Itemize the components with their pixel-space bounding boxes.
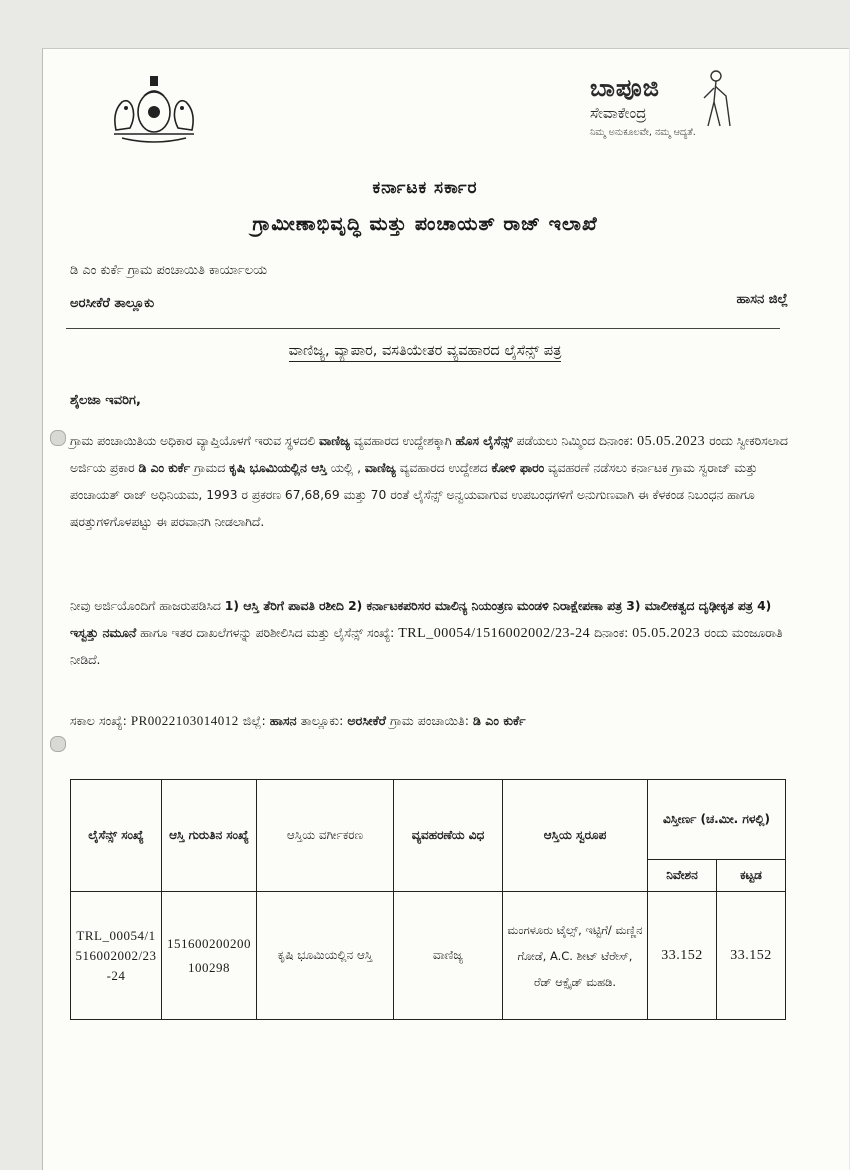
p2-text-4: ರಂದು ಮಂಜೂರಾತಿ ನೀಡಿದೆ. (70, 626, 783, 667)
sakala-taluk: ಅರಸೀಕೆರೆ (347, 713, 386, 728)
p1-text-5: ಗ್ರಾಮದ (193, 461, 226, 475)
sakala-label: ಸಕಾಲ ಸಂಖ್ಯೆ: (70, 713, 127, 728)
p1-text-8: ವ್ಯವಹರಣೆ ನಡೆಸಲು ಕರ್ನಾಟಕ ಗ್ರಾಮ ಸ್ವರಾಜ್ ಮತ್ತು ಪಂಚಾಯತ್ ರಾಜ್ ಅಧಿನಿಯಮ, 1993 ರ ಪ್ರಕರಣ 67,68,69 ಮತ್ತು 70 ರಂತೆ ಲೈಸೆನ್ಸ್ ಅನ್ವಯವಾಗುವ ಉಪಬಂಧಗಳಿಗೆ ಅನುಗುಣವಾಗಿ ಈ ಕೆಳಕಂಡ ನಿಬಂಧನ ಹಾಗೂ ಷರತ್ತುಗಳಿಗೊಳಪಟ್ಟು ಈ ಪರವಾನಗಿ ನೀಡಲಾಗಿದೆ. (70, 461, 758, 529)
cell-license-no: TRL_00054/1516002002/23-24 (71, 892, 162, 1020)
p1-bold-3: ಡಿ ಎಂ ಕುರ್ಕೆ (138, 461, 191, 475)
p1-date: 05.05.2023 (637, 434, 706, 449)
logo-tagline: ನಿಮ್ಮ ಅನುಕೂಲವೇ, ನಮ್ಮ ಆದ್ಯತೆ. (590, 127, 696, 138)
license-table (70, 779, 786, 1020)
cell-property-id: 151600200200100298 (162, 892, 257, 1020)
cell-classification: ಕೃಷಿ ಭೂಮಿಯಲ್ಲಿನ ಆಸ್ತಿ (257, 892, 394, 1020)
department-title: ಗ್ರಾಮೀಣಾಭಿವೃದ್ಧಿ ಮತ್ತು ಪಂಚಾಯತ್ ರಾಜ್ ಇಲಾಖೆ (252, 213, 598, 235)
p2-date: 05.05.2023 (632, 626, 701, 641)
header-site: ನಿವೇಶನ (648, 860, 717, 892)
p1-text-2: ವ್ಯವಹಾರದ ಉದ್ದೇಶಕ್ಕಾಗಿ (353, 434, 452, 448)
p1-bold-2: ಹೊಸ ಲೈಸೆನ್ಸ್ (455, 434, 513, 448)
salutation: ಶೈಲಜಾ ಇವರಿಗ, (70, 393, 141, 408)
sakala-district: ಹಾಸನ (269, 713, 297, 728)
header-property-id: ಆಸ್ತಿ ಗುರುತಿನ ಸಂಖ್ಯೆ (162, 780, 257, 892)
p2-text-3: ದಿನಾಂಕ: (594, 626, 629, 640)
header-classification: ಆಸ್ತಿಯ ವರ್ಗೀಕರಣ (257, 780, 394, 892)
subject-heading (0, 343, 850, 359)
karnataka-emblem-icon (108, 72, 200, 146)
taluk-name: ಅರಸೀಕೆರೆ ತಾಲ್ಲೂಕು (70, 296, 155, 311)
p1-text-6: ಯಲ್ಲಿ , (330, 461, 361, 475)
cell-site-area: 33.152 (648, 892, 717, 1020)
government-title: ಕರ್ನಾಟಕ ಸರ್ಕಾರ (372, 178, 478, 198)
sakala-taluk-label: ತಾಲ್ಲೂಕು: (300, 713, 344, 728)
p1-text-4: ರಂದು ಸ್ವೀಕರಿಸಲಾದ ಅರ್ಜಿಯ ಪ್ರಕಾರ (70, 434, 788, 475)
subject-text: ವಾಣಿಜ್ಯ, ವ್ಯಾಪಾರ, ವಸತಿಯೇತರ ವ್ಯವಹಾರದ ಲೈಸೆನ್ಸ್ ಪತ್ರ (289, 343, 562, 362)
p2-documents: 1) ಆಸ್ತಿ ತೆರಿಗೆ ಪಾವತಿ ರಶೀದಿ 2) ಕರ್ನಾಟಕಪರಿಸರ ಮಾಲಿನ್ಯ ನಿಯಂತ್ರಣ ಮಂಡಳಿ ನಿರಾಕ್ಷೇಪಣಾ ಪತ್ರ 3) ಮಾಲೀಕತ್ವದ ದೃಢೀಕೃತ ಪತ್ರ 4) ಇಸ್ವತ್ತು ನಮೂನೆ (70, 599, 772, 640)
punch-hole (50, 430, 66, 446)
logo-subtitle: ಸೇವಾಕೇಂದ್ರ (590, 104, 647, 122)
cell-property-nature: ಮಂಗಳೂರು ಟೈಲ್ಸ್, ಇಟ್ಟಿಗೆ/ ಮಣ್ಣಿನ ಗೋಡೆ, A.C. ಶೀಟ್ ಟೆರೇಸ್, ರೆಡ್ ಆಕ್ಸೈಡ್ ಮಹಡಿ. (503, 892, 648, 1020)
p1-bold-4: ಕೃಷಿ ಭೂಮಿಯಲ್ಲಿನ ಆಸ್ತಿ (229, 461, 327, 475)
logo-name: ಬಾಪೂಜಿ (590, 74, 660, 102)
header-area: ವಿಸ್ತೀರ್ಣ (ಚ.ಮೀ. ಗಳಲ್ಲಿ) (648, 780, 786, 860)
sakala-gp-label: ಗ್ರಾಮ ಪಂಚಾಯಿತಿ: (390, 713, 469, 728)
sakala-number: PR0022103014012 (130, 713, 239, 728)
header-divider (66, 328, 780, 329)
cell-building-area: 33.152 (717, 892, 786, 1020)
p2-text-2: ಹಾಗೂ ಇತರ ದಾಖಲೆಗಳನ್ನು ಪರಿಶೀಲಿಸಿದ ಮತ್ತು ಲೈಸೆನ್ಸ್ ಸಂಖ್ಯೆ: (140, 626, 395, 640)
district-name: ಹಾಸನ ಜಿಲ್ಲೆ (736, 292, 788, 307)
sakala-gp: ಡಿ ಎಂ ಕುರ್ಕೆ (472, 713, 526, 728)
office-name: ಡಿ ಎಂ ಕುರ್ಕೆ ಗ್ರಾಮ ಪಂಚಾಯಿತಿ ಕಾರ್ಯಾಲಯ (70, 263, 268, 278)
header-property-nature: ಆಸ್ತಿಯ ಸ್ವರೂಪ (503, 780, 648, 892)
p1-bold-5: ವಾಣಿಜ್ಯ (364, 461, 396, 475)
cell-business-type: ವಾಣಿಜ್ಯ (394, 892, 503, 1020)
p2-license-number: TRL_00054/1516002002/23-24 (398, 626, 591, 641)
p1-text-1: ಗ್ರಾಮ ಪಂಚಾಯಿತಿಯ ಅಧಿಕಾರ ವ್ಯಾಪ್ತಿಯೊಳಗೆ ಇರುವ ಸ್ಥಳದಲಿ (70, 434, 316, 448)
paragraph-approval (70, 593, 790, 674)
p2-text-1: ನೀವು ಅರ್ಜಿಯೊಂದಿಗೆ ಹಾಜರುಪಡಿಸಿದ (70, 599, 221, 613)
gandhi-silhouette-icon (690, 68, 736, 130)
p1-text-3: ಪಡೆಯಲು ನಿಮ್ಮಿಂದ ದಿನಾಂಕ: (516, 434, 634, 448)
header-business-type: ವ್ಯವಹರಣೆಯ ವಿಧ (394, 780, 503, 892)
header-building: ಕಟ್ಟಡ (717, 860, 786, 892)
p1-bold-1: ವಾಣಿಜ್ಯ (319, 434, 350, 448)
p1-text-7: ವ್ಯವಹಾರದ ಉದ್ದೇಶದ (399, 461, 488, 475)
punch-hole (50, 736, 66, 752)
sakala-district-label: ಜಿಲ್ಲೆ: (242, 713, 266, 728)
header-license-no: ಲೈಸೆನ್ಸ್ ಸಂಖ್ಯೆ (71, 780, 162, 892)
paragraph-grant (70, 428, 790, 536)
table-row (71, 892, 786, 1020)
sakala-line (70, 713, 526, 729)
p1-bold-6: ಕೋಳಿ ಫಾರಂ (491, 461, 545, 475)
